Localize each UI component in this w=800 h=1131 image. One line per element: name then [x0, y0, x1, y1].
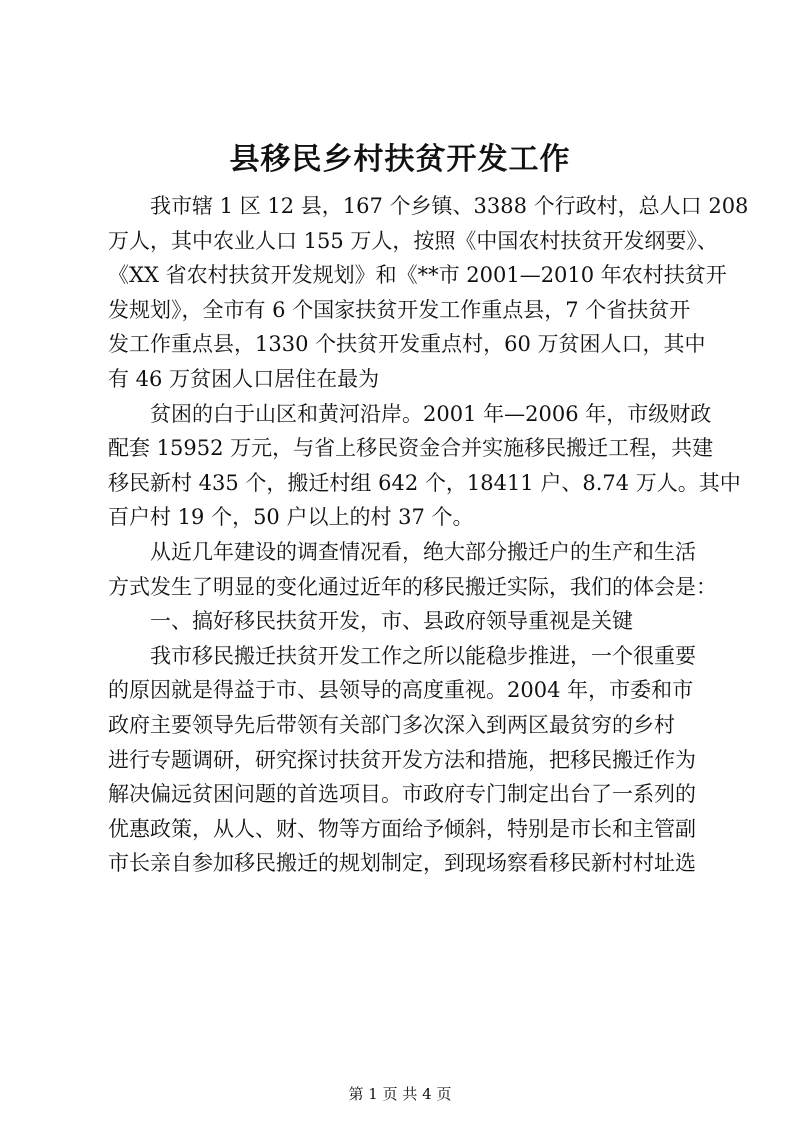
text-line: 移民新村 435 个，搬迁村组 642 个，18411 户、8.74 万人。其中 — [108, 470, 741, 495]
text-line: 百户村 19 个，50 户以上的村 37 个。 — [108, 505, 474, 530]
text-line: 《XX 省农村扶贫开发规划》和《**市 2001—2010 年农村扶贫开 — [108, 263, 727, 288]
text-line: 发工作重点县，1330 个扶贫开发重点村，60 万贫困人口，其中 — [108, 332, 706, 357]
text-line: 我市辖 1 区 12 县，167 个乡镇、3388 个行政村，总人口 208 — [108, 194, 749, 218]
text-line: 解决偏远贫困问题的首选项目。市政府专门制定出台了一系列的 — [108, 782, 696, 807]
text-line: 的原因就是得益于市、县领导的高度重视。2004 年，市委和市 — [108, 678, 694, 703]
text-line: 有 46 万贫困人口居住在最为 — [108, 366, 380, 391]
text-line: 优惠政策，从人、财、物等方面给予倾斜，特别是市长和主管副 — [108, 816, 696, 841]
text-line: 市长亲自参加移民搬迁的规划制定，到现场察看移民新村村址选 — [108, 851, 696, 876]
text-line: 发规划》，全市有 6 个国家扶贫开发工作重点县，7 个省扶贫开 — [108, 297, 691, 322]
text-line: 进行专题调研，研究探讨扶贫开发方法和措施，把移民搬迁作为 — [108, 747, 696, 772]
text-line: 配套 15952 万元，与省上移民资金合并实施移民搬迁工程，共建 — [108, 436, 714, 461]
text-line: 方式发生了明显的变化通过近年的移民搬迁实际，我们的体会是： — [108, 574, 717, 599]
text-line: 我市移民搬迁扶贫开发工作之所以能稳步推进，一个很重要 — [108, 643, 696, 668]
document-body — [108, 189, 749, 881]
text-line: 万人，其中农业人口 155 万人，按照《中国农村扶贫开发纲要》、 — [108, 228, 718, 253]
text-line: 从近几年建设的调查情况看，绝大部分搬迁户的生产和生活 — [108, 539, 696, 564]
page-footer: 第 1 页 共 4 页 — [348, 1085, 452, 1103]
section-heading: 一、搞好移民扶贫开发，市、县政府领导重视是关键 — [108, 609, 633, 634]
text-line: 政府主要领导先后带领有关部门多次深入到两区最贫穷的乡村 — [108, 712, 675, 737]
document-title: 县移民乡村扶贫开发工作 — [229, 142, 571, 177]
text-line: 贫困的白于山区和黄河沿岸。2001 年—2006 年，市级财政 — [108, 401, 712, 426]
